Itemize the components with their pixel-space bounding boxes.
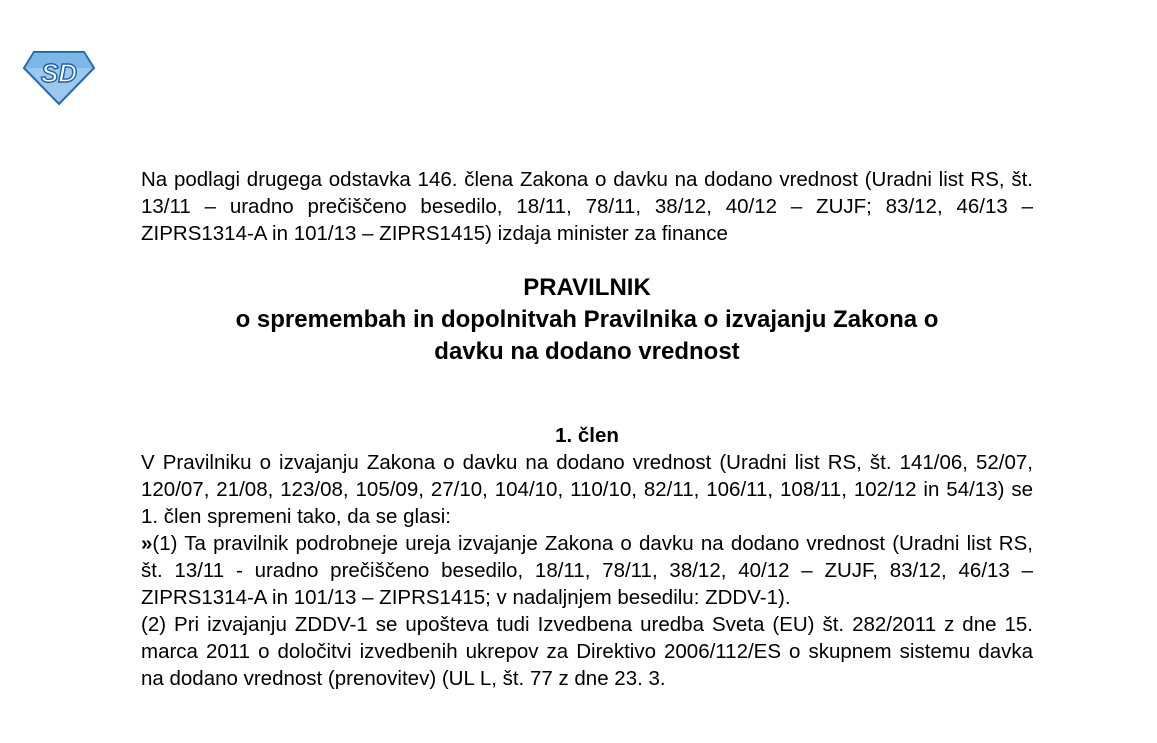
- title-line-2: o spremembah in dopolnitvah Pravilnika o izvajanju Zakona o: [235, 306, 939, 333]
- article-paragraph-2-text: (1) Ta pravilnik podrobneje ureja izvajanje Zakona o davku na dodano vrednost (Uradni list RS, št. 13/11 - uradno prečiščeno besedilo, 18/11, 78/11, 38/12, 40/12 – ZUJF, 83/12, 46/13 – ZIPRS1314-A in 101/13 – ZIPRS1415; v nadaljnjem besedilu: ZDDV-1).: [141, 532, 1033, 609]
- diamond-logo-icon: [22, 50, 96, 106]
- article-paragraph-3: (2) Pri izvajanju ZDDV-1 se upošteva tudi Izvedbena uredba Sveta (EU) št. 282/2011 z dne 15. marca 2011 o določitvi izvedbenih ukrepov za Direktivo 2006/112/ES o skupnem sistemu davka na dodano vrednost (prenovitev) (UL L, št. 77 z dne 23. 3.: [141, 613, 1033, 690]
- article-paragraph-1: V Pravilniku o izvajanju Zakona o davku na dodano vrednost (Uradni list RS, št. 141/06, 52/07, 120/07, 21/08, 123/08, 105/09, 27/10, 104/10, 110/10, 82/11, 106/11, 108/11, 102/12 in 54/13) se 1. člen spremeni tako, da se glasi:: [141, 451, 1033, 528]
- logo-letters: SD: [40, 58, 78, 88]
- document-body: [141, 166, 1033, 692]
- title-line-1: PRAVILNIK: [523, 274, 651, 301]
- title-line-3: davku na dodano vrednost: [434, 338, 740, 365]
- article-heading: 1. člen: [555, 424, 619, 447]
- intro-paragraph: Na podlagi drugega odstavka 146. člena Zakona o davku na dodano vrednost (Uradni list RS, št. 13/11 – uradno prečiščeno besedilo, 18/11, 78/11, 38/12, 40/12 – ZUJF; 83/12, 46/13 – ZIPRS1314-A in 101/13 – ZIPRS1415) izdaja minister za finance: [141, 168, 1033, 245]
- quote-mark: »: [141, 532, 153, 555]
- document-title: [141, 272, 1033, 368]
- article-paragraph-2: [141, 530, 1033, 611]
- sd-logo: [22, 50, 96, 106]
